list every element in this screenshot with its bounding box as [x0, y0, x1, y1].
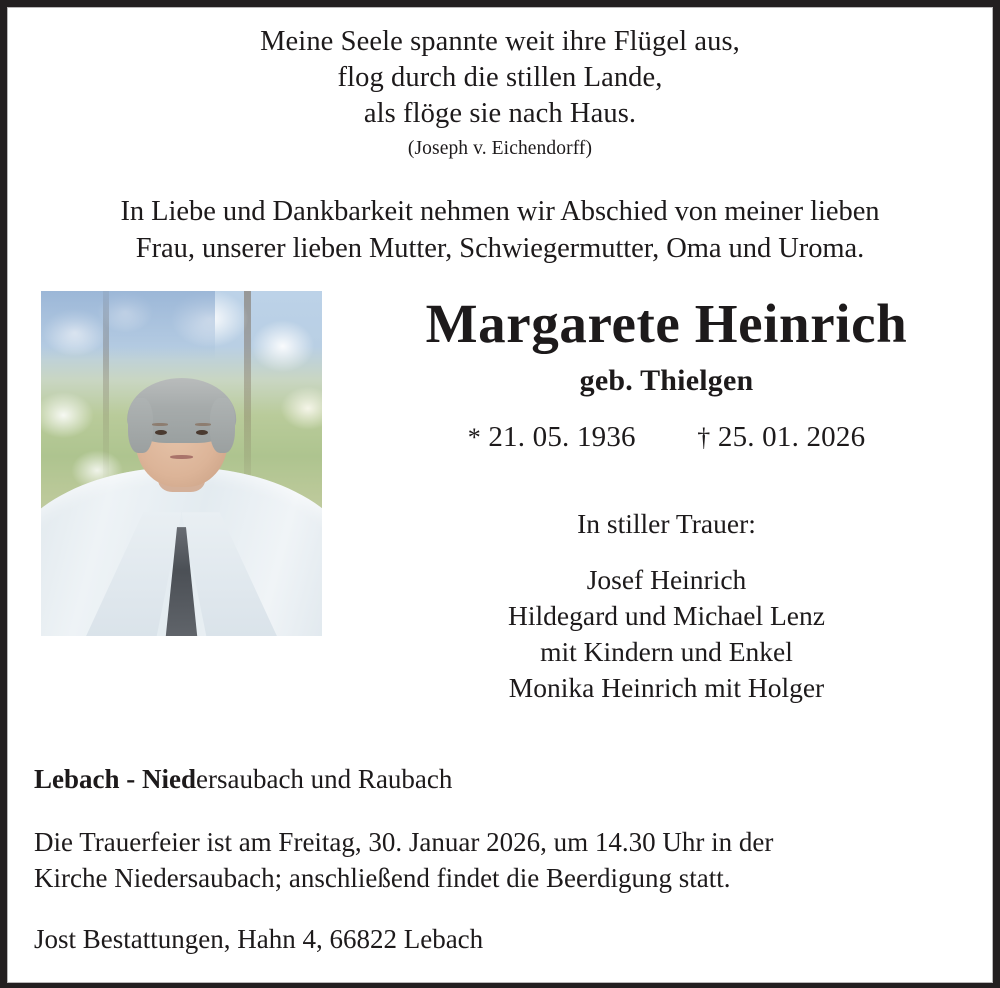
deceased-maiden-name: geb. Thielgen — [579, 364, 754, 398]
undertaker-line: Jost Bestattungen, Hahn 4, 66822 Lebach — [34, 924, 484, 954]
death-cross-icon: † — [697, 423, 711, 453]
portrait-brow-right — [195, 423, 211, 426]
birth-date: 21. 05. 1936 — [488, 421, 636, 454]
portrait-mouth — [170, 455, 194, 459]
portrait-photo — [41, 291, 322, 636]
notice-sheet — [7, 7, 993, 983]
poem-line-2: flog durch die stillen Lande, — [337, 61, 663, 93]
portrait-figure — [41, 388, 322, 636]
birth-date-group — [468, 421, 644, 453]
life-dates — [352, 421, 981, 454]
death-date: 25. 01. 2026 — [717, 421, 866, 454]
deceased-name: Margarete Heinrich — [425, 293, 908, 355]
place-bold-part: Lebach - Nied — [34, 763, 196, 794]
mourner-name: mit Kindern und Enkel — [540, 636, 793, 668]
birth-star-icon: * — [467, 423, 481, 453]
death-date-group — [697, 421, 865, 453]
portrait-brow-left — [152, 423, 168, 426]
mourner-name: Monika Heinrich mit Holger — [508, 672, 825, 704]
poem-line-1: Meine Seele spannte weit ihre Flügel aus, — [260, 26, 740, 57]
name-column — [352, 291, 981, 706]
main-block — [7, 291, 993, 704]
intro-line-2: Frau, unserer lieben Mutter, Schwiegermutter, Oma und Uroma. — [135, 233, 865, 265]
service-details — [34, 824, 973, 897]
portrait-eye-left — [155, 430, 167, 435]
service-line-1: Die Trauerfeier ist am Freitag, 30. Januar 2026, um 14.30 Uhr in der — [34, 826, 774, 857]
mourner-name: Hildegard und Michael Lenz — [508, 600, 825, 632]
poem-line-3: als flöge sie nach Haus. — [363, 97, 637, 129]
portrait-photo-background — [41, 291, 322, 636]
mourner-name: Josef Heinrich — [586, 564, 747, 596]
place-line — [34, 763, 973, 797]
poem-attribution: (Joseph v. Eichendorff) — [407, 137, 593, 159]
mourning-heading: In stiller Trauer: — [577, 508, 756, 540]
intro-line-1: In Liebe und Dankbarkeit nehmen wir Abschied von meiner lieben — [120, 196, 880, 228]
place-rest-part: ersaubach und Raubach — [196, 763, 453, 794]
portrait-hair-right — [210, 398, 235, 453]
intro-block — [7, 193, 993, 267]
poem-block — [7, 7, 993, 161]
mourners-list — [352, 562, 981, 706]
portrait-hair-left — [128, 398, 153, 453]
service-line-2: Kirche Niedersaubach; anschließend findet die Beerdigung statt. — [34, 863, 731, 894]
footer-block — [34, 763, 973, 955]
